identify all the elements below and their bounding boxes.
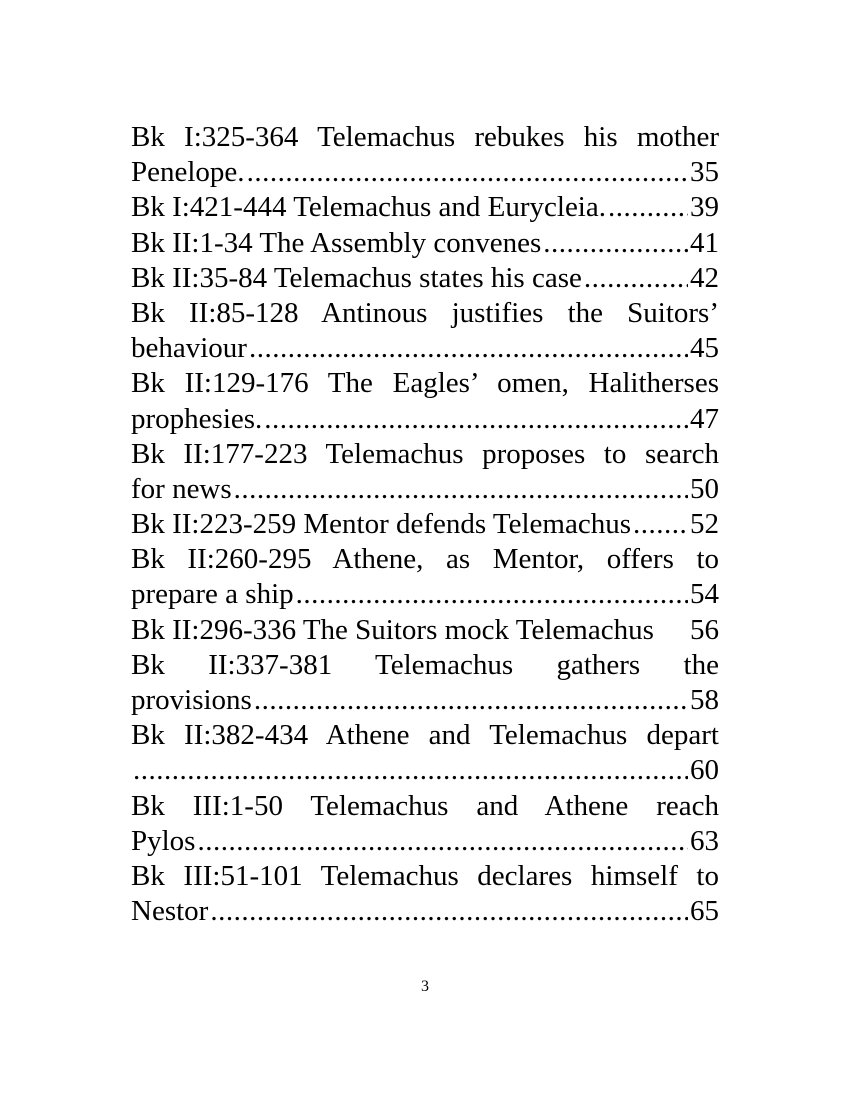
toc-entry-leader-line: [131, 155, 719, 190]
toc-entry-title-cont: Pylos: [131, 824, 196, 857]
toc-entry[interactable]: [131, 859, 719, 929]
toc-entry[interactable]: [131, 437, 719, 507]
toc-entry-page: 39: [690, 191, 719, 224]
toc-entry-title: Bk I:421-444 Telemachus and Eurycleia.: [131, 191, 606, 224]
toc-entry-title-cont: provisions: [131, 684, 252, 716]
dot-leader: [247, 155, 688, 190]
toc-entry-title: Bk II:260-295 Athene, as Mentor, offers to: [131, 543, 719, 576]
toc-entry-title: Bk III:1-50 Telemachus and Athene reach: [131, 789, 719, 822]
toc-entry[interactable]: [131, 296, 719, 366]
toc-entry-leader-line: [131, 261, 719, 296]
toc-entry-title: Bk II:296-336 The Suitors mock Telemachus: [131, 613, 654, 646]
toc-entry-title: Bk II:337-381 Telemachus gathers the: [131, 648, 719, 681]
toc-entry[interactable]: [131, 226, 719, 261]
toc-entry-title-cont: prophesies.: [131, 402, 263, 435]
toc-entry-leader-line: [131, 613, 719, 648]
toc-entry-leader-line: [131, 402, 719, 437]
toc-entry-leader-line: [131, 331, 719, 366]
toc-entry[interactable]: [131, 507, 719, 542]
toc-entry-page: 41: [690, 226, 719, 259]
toc-entry-page: 45: [690, 332, 719, 365]
toc-entry-page: 65: [690, 895, 719, 928]
dot-leader: [210, 894, 688, 929]
toc-entry-title: Bk III:51-101 Telemachus declares himself to: [131, 859, 719, 892]
toc-entry-title: Bk II:35-84 Telemachus states his case: [131, 261, 582, 294]
toc-entry-title-cont: for news: [131, 472, 232, 505]
toc-entry[interactable]: [131, 261, 719, 296]
toc-entry-page: 52: [690, 508, 719, 541]
page-number: 3: [421, 978, 429, 995]
toc-entry-leader-line: [131, 894, 719, 929]
dot-leader: [254, 683, 688, 718]
toc-entry-leader-line: [131, 824, 719, 859]
toc-entry-page: 47: [690, 402, 719, 435]
toc-entry-title: Bk II:129-176 The Eagles’ omen, Halitherses: [131, 367, 719, 400]
toc-entry-leader-line: [131, 753, 719, 788]
toc-entry[interactable]: [131, 366, 719, 436]
dot-leader: [296, 577, 688, 612]
toc-entry-leader-line: [131, 507, 719, 542]
toc-entry-page: 54: [690, 578, 719, 611]
toc-entry-leader-line: [131, 577, 719, 612]
toc-entry-title-cont: prepare a ship: [131, 578, 294, 611]
toc-entry[interactable]: [131, 542, 719, 612]
toc-entry[interactable]: [131, 613, 719, 648]
dot-leader: [608, 190, 688, 225]
toc-entry[interactable]: [131, 648, 719, 718]
dot-leader: [197, 824, 688, 859]
toc-entry[interactable]: [131, 190, 719, 225]
dot-leader: [234, 472, 688, 507]
dot-leader: [584, 261, 688, 296]
toc-entry-title: Bk II:382-434 Athene and Telemachus depart: [131, 719, 719, 752]
toc-entry-page: 42: [690, 261, 719, 294]
toc-entry-title: Bk II:1-34 The Assembly convenes: [131, 226, 542, 259]
toc-entry-leader-line: [131, 472, 719, 507]
toc-entry-page: 35: [690, 156, 719, 189]
toc-entry-page: 58: [690, 684, 719, 716]
toc-entry-page: 56: [690, 613, 719, 646]
toc-entry-title: Bk I:325-364 Telemachus rebukes his mother: [131, 121, 719, 153]
toc-entry-leader-line: [131, 226, 719, 261]
dot-leader: [264, 402, 688, 437]
toc-entry[interactable]: [131, 789, 719, 859]
dot-leader: [543, 226, 688, 261]
toc-entry-title-cont: Penelope.: [131, 156, 245, 189]
toc-entry-title: Bk II:85-128 Antinous justifies the Suitors’: [131, 296, 719, 329]
toc-entry-page: 60: [690, 754, 719, 787]
toc-entry-title: Bk II:223-259 Mentor defends Telemachus: [131, 508, 631, 541]
toc-entry-title-cont: behaviour: [131, 332, 247, 365]
toc-entry[interactable]: [131, 718, 719, 788]
dot-leader: [133, 753, 688, 788]
toc-entry-page: 63: [690, 824, 719, 857]
toc-entry-page: 50: [690, 472, 719, 505]
dot-leader: [249, 331, 688, 366]
toc-entry-title-cont: Nestor: [131, 895, 209, 928]
table-of-contents: [131, 120, 719, 929]
toc-entry-title: Bk II:177-223 Telemachus proposes to search: [131, 437, 719, 470]
toc-entry-leader-line: [131, 683, 719, 718]
dot-leader: [633, 507, 688, 542]
toc-entry[interactable]: [131, 120, 719, 190]
toc-entry-leader-line: [131, 190, 719, 225]
